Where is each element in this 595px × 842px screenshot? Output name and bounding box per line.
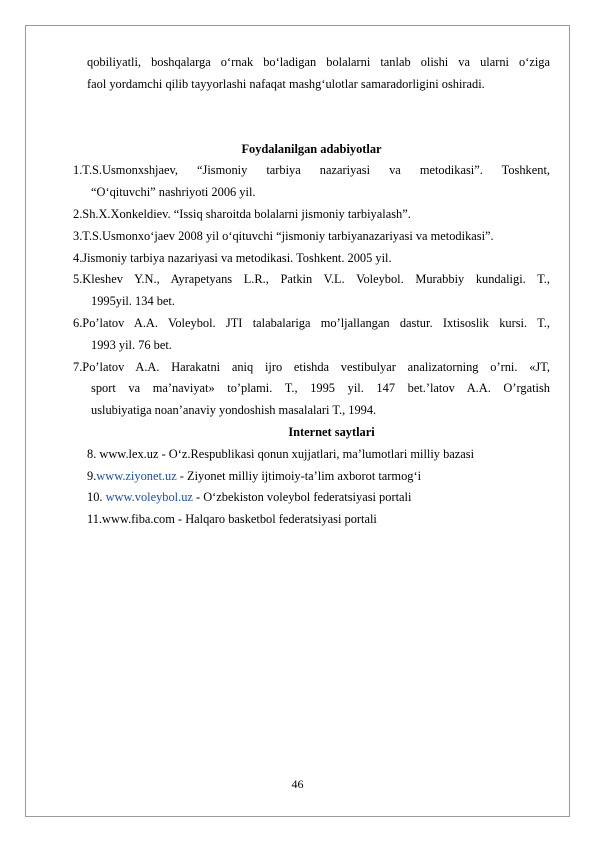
website-url[interactable]: www.fiba.com bbox=[102, 512, 175, 527]
reference-item bbox=[73, 226, 550, 248]
document-body bbox=[73, 52, 550, 531]
website-description: - Halqaro basketbol federatsiyasi portali bbox=[174, 512, 377, 527]
internet-heading: Internet saytlari bbox=[288, 424, 375, 439]
reference-item bbox=[73, 313, 550, 335]
intro-line: qobiliyatli, boshqalarga o‘rnak bo‘ladigan bolalarni tanlab olishi va ularni o‘ziga bbox=[87, 55, 550, 69]
internet-list bbox=[73, 444, 550, 531]
reference-continuation: 1993 yil. 76 bet. bbox=[91, 337, 172, 352]
reference-number: 6. bbox=[73, 315, 83, 330]
website-number: 9. bbox=[87, 468, 97, 483]
reference-number: 3. bbox=[73, 228, 83, 243]
reference-continuation: “O‘qituvchi” nashriyoti 2006 yil. bbox=[91, 185, 256, 200]
reference-number: 7. bbox=[73, 359, 83, 374]
reference-text: Kleshev Y.N., Ayrapetyans L.R., Patkin V.L. Voleybol. Murabbiy kundaligi. T., bbox=[82, 272, 550, 287]
reference-continuation: sport va ma’naviyat» to’plami. T., 1995 yil. 147 bet.’latov A.A. O’rgatish bbox=[91, 381, 550, 396]
reference-continuation: 1995yil. 134 bet. bbox=[91, 294, 175, 309]
page-number: 46 bbox=[291, 777, 304, 791]
reference-number: 2. bbox=[73, 206, 83, 221]
website-url[interactable]: www.lex.uz bbox=[99, 446, 159, 461]
website-item bbox=[73, 509, 550, 531]
website-number: 10. bbox=[87, 490, 103, 505]
intro-line: faol yordamchi qilib tayyorlashi nafaqat mashg‘ulotlar samaradorligini oshiradi. bbox=[87, 76, 485, 91]
reference-item bbox=[73, 269, 550, 291]
website-number: 8. bbox=[87, 446, 97, 461]
reference-item bbox=[73, 357, 550, 379]
reference-continuation: uslubiyatiga noan’anaviy yondoshish masalalari T., 1994. bbox=[91, 403, 377, 418]
reference-text: Jismoniy tarbiya nazariyasi va metodikasi. Toshkent. 2005 yil. bbox=[82, 250, 392, 265]
website-item bbox=[73, 444, 550, 466]
website-link[interactable]: www.ziyonet.uz bbox=[96, 468, 177, 483]
website-number: 11. bbox=[87, 512, 103, 527]
reference-number: 1. bbox=[73, 163, 83, 178]
reference-text: Po’latov A.A. Voleybol. JTI talabalariga mo’ljallangan dastur. Ixtisoslik kursi. T., bbox=[82, 315, 550, 330]
reference-number: 4. bbox=[73, 250, 83, 265]
website-item bbox=[73, 466, 550, 488]
reference-item bbox=[73, 160, 550, 182]
references-heading: Foydalanilgan adabiyotlar bbox=[241, 141, 382, 156]
references-list bbox=[73, 160, 550, 422]
reference-text: T.S.Usmonxshjaev, “Jismoniy tarbiya nazariyasi va metodikasi”. Toshkent, bbox=[82, 163, 550, 178]
reference-item bbox=[73, 204, 550, 226]
reference-text: Po’latov A.A. Harakatni aniq ijro etishda vestibulyar analizatorning o’rni. «JT, bbox=[82, 359, 550, 374]
reference-item bbox=[73, 248, 550, 270]
website-link[interactable]: www.voleybol.uz bbox=[105, 490, 193, 505]
website-description: - O‘zbekiston voleybol federatsiyasi portali bbox=[192, 490, 412, 505]
website-description: - O‘z.Respublikasi qonun xujjatlari, ma’lumotlari milliy bazasi bbox=[158, 446, 475, 461]
reference-text: T.S.Usmonxo‘jaev 2008 yil o‘qituvchi “jismoniy tarbiyanazariyasi va metodikasi”. bbox=[82, 228, 494, 243]
reference-text: Sh.X.Xonkeldiev. “Issiq sharoitda bolalarni jismoniy tarbiyalash”. bbox=[82, 206, 411, 221]
reference-number: 5. bbox=[73, 272, 83, 287]
intro-paragraph bbox=[73, 52, 550, 96]
website-description: - Ziyonet milliy ijtimoiy-ta’lim axborot tarmog‘i bbox=[176, 468, 422, 483]
website-item bbox=[73, 487, 550, 509]
